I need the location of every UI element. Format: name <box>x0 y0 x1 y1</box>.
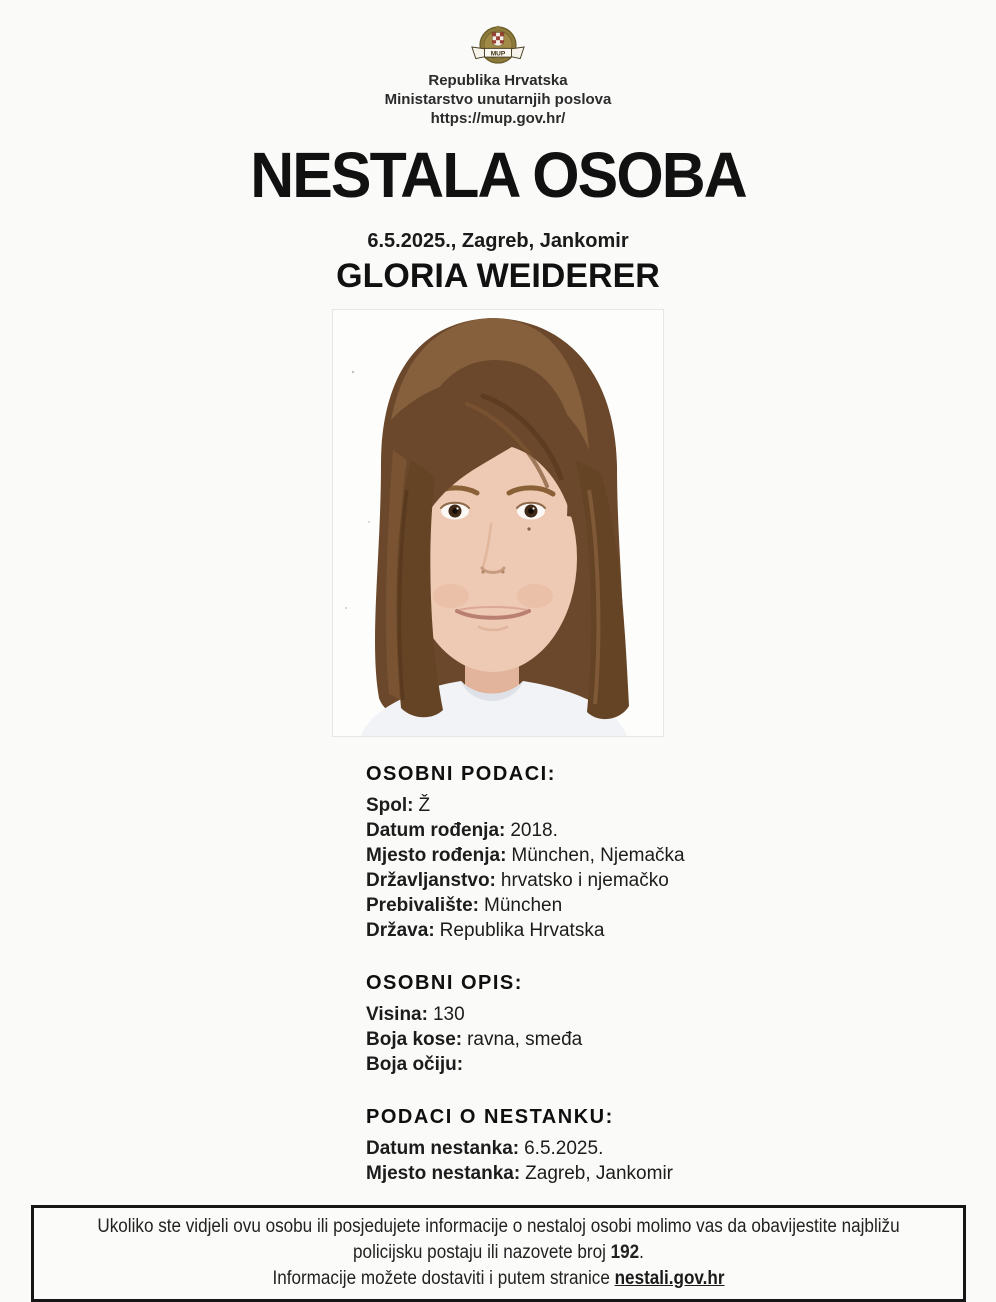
section-heading: OSOBNI PODACI: <box>366 763 556 785</box>
ministry-header <box>0 0 996 128</box>
person-name: GLORIA WEIDERER <box>336 257 660 295</box>
personal-data-section <box>366 763 996 943</box>
notice-line-2 <box>84 1240 913 1266</box>
poster-title: NESTALA OSOBA <box>250 139 746 211</box>
data-row <box>366 1136 996 1161</box>
emergency-number: 192 <box>610 1242 639 1263</box>
section-heading: OSOBNI OPIS: <box>366 972 523 994</box>
missing-person-photo <box>332 309 664 737</box>
data-row-value: 130 <box>432 1004 465 1025</box>
data-row-label: Boja kose: <box>366 1029 463 1050</box>
details-block <box>366 763 996 1186</box>
data-row-label: Država: <box>366 920 435 941</box>
notice-line-1: Ukoliko ste vidjeli ovu osobu ili posjedujete informacije o nestaloj osobi molimo vas da obavijestite najbližu <box>96 1216 900 1237</box>
data-row-value: ravna, smeđa <box>467 1029 583 1050</box>
disappearance-data-section <box>366 1106 996 1186</box>
data-row <box>366 818 996 843</box>
notice-line-3 <box>84 1266 913 1292</box>
data-row <box>366 1052 996 1077</box>
republic-name: Republika Hrvatska <box>428 72 568 89</box>
data-row <box>366 893 996 918</box>
data-row-value: 6.5.2025. <box>524 1138 604 1159</box>
data-row-label: Spol: <box>366 795 414 816</box>
section-heading: PODACI O NESTANKU: <box>366 1106 614 1128</box>
data-row-value: München <box>484 895 563 916</box>
footer-notice-box <box>31 1205 966 1302</box>
personal-description-section <box>366 972 996 1077</box>
data-row-label: Prebivalište: <box>366 895 479 916</box>
data-row-value: hrvatsko i njemačko <box>500 870 669 891</box>
data-row-value: München, Njemačka <box>511 845 685 866</box>
nestali-gov-link[interactable]: nestali.gov.hr <box>614 1268 725 1289</box>
data-row-label: Datum rođenja: <box>366 820 506 841</box>
data-row-label: Mjesto rođenja: <box>366 845 507 866</box>
mup-website-link[interactable]: https://mup.gov.hr/ <box>430 110 566 127</box>
data-row-label: Datum nestanka: <box>366 1138 520 1159</box>
data-row <box>366 868 996 893</box>
data-row <box>366 843 996 868</box>
data-row-value: 2018. <box>510 820 558 841</box>
notice-line-3-text: Informacije možete dostaviti i putem stranice <box>271 1268 615 1289</box>
data-row-label: Mjesto nestanka: <box>366 1163 521 1184</box>
svg-text:MUP: MUP <box>490 50 506 58</box>
mup-emblem-icon <box>469 24 527 68</box>
data-row-label: Visina: <box>366 1004 428 1025</box>
data-row <box>366 918 996 943</box>
data-row-label: Državljanstvo: <box>366 870 496 891</box>
data-row <box>366 1161 996 1186</box>
incident-date-location: 6.5.2025., Zagreb, Jankomir <box>367 230 629 252</box>
data-row-label: Boja očiju: <box>366 1054 464 1075</box>
notice-line-2-period: . <box>638 1242 644 1263</box>
notice-line-2-text: policijsku postaju ili nazovete broj <box>352 1242 611 1263</box>
data-row-value: Republika Hrvatska <box>439 920 605 941</box>
data-row <box>366 1027 996 1052</box>
data-row <box>366 793 996 818</box>
data-row-value: Zagreb, Jankomir <box>525 1163 673 1184</box>
data-row-value: Ž <box>418 795 431 816</box>
ministry-name: Ministarstvo unutarnjih poslova <box>384 91 612 108</box>
data-row <box>366 1002 996 1027</box>
